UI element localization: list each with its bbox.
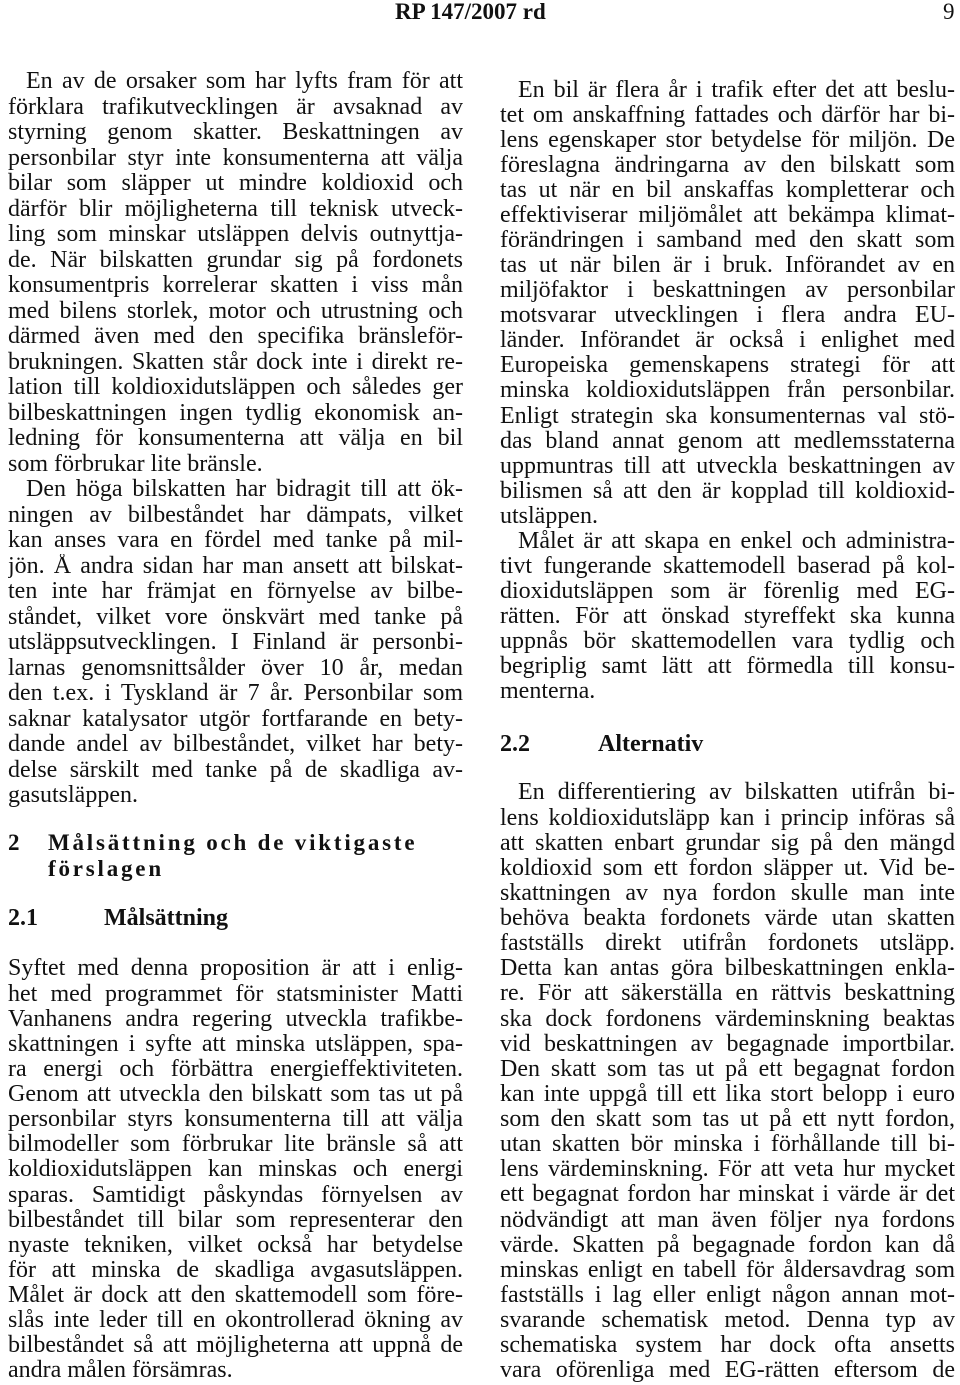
text-line: personbilar styr inte konsumenterna att välja [8, 145, 463, 171]
text-line: andra målen försämras. [8, 1358, 233, 1384]
text-line: slås inte leder till en okontrollerad ökning av [8, 1308, 463, 1334]
text-line: tet om anskaffning fattades och därför har bi- [500, 102, 955, 128]
text-line: därför blir möjligheterna till teknisk utveck- [8, 196, 463, 222]
text-line: het med programmet för statsminister Matti [8, 981, 463, 1007]
text-line: uppmuntras till att utveckla beskattningen av [500, 453, 955, 479]
document-id: RP 147/2007 rd [395, 0, 546, 24]
text-line: tas ut när en bil anskaffas kompletterar och [500, 177, 955, 203]
subsection-title: Målsättning [104, 905, 229, 931]
text-line: Målet är att skapa en enkel och administra- [518, 528, 955, 554]
text-line: Den skatt som tas ut på ett begagnat fordon [500, 1056, 955, 1082]
text-line: bilar som släpper ut mindre koldioxid och [8, 171, 463, 196]
text-line: vara oförenliga med EG-rätten eftersom de [500, 1358, 955, 1384]
text-line: lens koldioxidutsläpp kan i princip införas så [500, 805, 955, 831]
text-line: sparas. Samtidigt påskyndas förnyelsen av [8, 1182, 463, 1208]
text-line: värde. Skatten på begagnade fordon kan då [500, 1232, 955, 1258]
text-line: das bland annat genom att medlemsstaterna [500, 428, 955, 454]
text-line: koldioxidutsläppen kan minskas och energi [8, 1157, 463, 1183]
text-line: lens egenskaper stor betydelse för miljön. De [500, 127, 955, 153]
text-line: En bil är flera år i trafik efter det att beslu- [518, 77, 955, 103]
text-line: re. För att säkerställa en rättvis beskattning [500, 981, 955, 1007]
text-line: konsumentpris korrelerar skatten i viss mån [8, 273, 463, 298]
text-line: som den skatt som tas ut på ett nytt fordon, [500, 1107, 955, 1133]
text-line: bilbeståndet till bilar som representerar den [8, 1207, 463, 1233]
paragraph [8, 477, 463, 809]
section-title-line: förslagen [48, 856, 164, 881]
text-line: lens värdeminskning. För att veta hur mycket [500, 1157, 955, 1183]
text-line: utsläppsutvecklingen. I Finland är personbi- [8, 630, 463, 655]
text-line: Enligt strategin ska konsumenternas val stö- [500, 403, 955, 429]
page-number: 9 [943, 0, 955, 24]
text-line: menterna. [500, 679, 596, 705]
text-line: larnas genomsnittsålder över 10 år, medan [8, 655, 463, 681]
text-line: förklara trafikutvecklingen är avsaknad av [8, 94, 463, 120]
text-line: skattningen i syfte att minska utsläppen, spa- [8, 1031, 463, 1057]
text-line: ten inte har främjat en förnyelse av bilbe- [8, 579, 463, 604]
text-line: ra energi och förbättra energieffektiviteten. [8, 1056, 463, 1082]
text-line: behöva beakta fordonets värde utan skatten [500, 906, 955, 932]
text-line: minskas enligt en tabell för åldersavdrag som [500, 1257, 955, 1283]
text-line: ling som minskar utsläppen delvis outnyttja- [8, 222, 463, 247]
text-line: bilismen så att den är kopplad till koldioxid- [500, 478, 955, 504]
text-line: gasutsläppen. [8, 783, 138, 808]
text-line: En av de orsaker som har lyfts fram för att [26, 69, 463, 94]
text-line: Målet är dock att den skattemodell som före- [8, 1283, 463, 1309]
text-line: för att minska de skadliga avgasutsläppen. [8, 1257, 463, 1283]
text-line: den t.ex. i Tyskland är 7 år. Personbilar som [8, 681, 463, 706]
right-intro-text [500, 78, 955, 705]
text-line: föreslagna ändringarna av den bilskatt som [500, 152, 955, 178]
text-line: tas ut när bilen är i bruk. Införandet av en [500, 253, 955, 279]
text-line: Den höga bilskatten har bidragit till att ök- [26, 477, 463, 502]
text-line: ningen av bilbeståndet har dämpats, vilket [8, 502, 463, 528]
left-subsection-text [8, 956, 463, 1383]
text-line: jön. Å andra sidan har man ansett att bilskat- [8, 553, 463, 579]
text-line: som förbrukar lite bränsle. [8, 451, 263, 477]
text-line: utsläppen. [500, 503, 598, 529]
text-line: tivt fungerande skattemodell baserad på kol- [500, 553, 955, 579]
subsection-heading [500, 732, 955, 757]
left-intro-text [8, 69, 463, 809]
text-line: effektiviserar miljömålet att bekämpa klimat- [500, 202, 955, 228]
text-line: saknar katalysator utgör fortfarande en bety- [8, 706, 463, 732]
text-line: nödvändigt att man även följer nya fordons [500, 1207, 955, 1233]
paragraph [500, 529, 955, 705]
text-line: brukningen. Skatten står dock inte i direkt re- [8, 349, 463, 375]
text-line: koldioxid som ett fordon släpper ut. Vid be- [500, 855, 955, 881]
text-line: de. När bilskatten grundar sig på fordonets [8, 247, 463, 273]
text-line: svarande schematisk metod. Denna typ av [500, 1308, 955, 1334]
text-line: vid beskattningen av begagnade importbilar. [500, 1031, 955, 1057]
text-line: dioxidutsläppen som är förenlig med EG- [500, 579, 955, 605]
section-title-line: Målsättning och de viktigaste [48, 830, 418, 855]
subsection-title: Alternativ [598, 730, 704, 757]
text-line: fastställs i lag eller enligt någon annan mot- [500, 1282, 955, 1308]
text-line: minska koldioxidutsläppen från personbilar. [500, 378, 955, 404]
text-line: ståndet, vilket vore önskvärt med tanke på [8, 604, 463, 630]
text-line: personbilar styrs konsumenterna till att välja [8, 1107, 463, 1133]
subsection-heading [8, 906, 463, 931]
text-line: ett begagnat fordon har minskat i värde är det [500, 1182, 955, 1208]
subsection-number: 2.1 [8, 905, 38, 931]
text-line: ledning för konsumenterna att välja en bil [8, 426, 463, 451]
text-line: bilbeståndet så att möjligheterna att uppnå de [8, 1333, 463, 1359]
text-line: Genom att utveckla den bilskatt som tas ut på [8, 1082, 463, 1108]
text-line: rätten. För att önskad styreffekt ska kunna [500, 604, 955, 630]
text-line: Vanhanens andra regering utveckla trafikbe- [8, 1006, 463, 1032]
text-line: skattningen av nya fordon skulle man inte [500, 880, 955, 906]
text-line: fastställs direkt utifrån fordonets utsläpp. [500, 931, 955, 957]
text-line: med bilens storlek, motor och utrustning och [8, 298, 463, 324]
paragraph [500, 780, 955, 1383]
text-line: ska dock fordonens värdeminskning beaktas [500, 1006, 955, 1032]
section-number: 2 [8, 830, 20, 855]
text-line: motsvarar utvecklingen i flera andra EU- [500, 303, 955, 329]
text-line: styrning genom skatter. Beskattningen av [8, 120, 463, 145]
text-line: uppnås bör skattemodellen vara tydlig och [500, 629, 955, 655]
text-line: dande andel av bilbeståndet, vilket har bety- [8, 732, 463, 757]
subsection-number: 2.2 [500, 730, 530, 757]
text-line: bilmodeller som förbrukar lite bränsle så att [8, 1132, 463, 1158]
text-line: delse särskilt med tanke på de skadliga av- [8, 757, 463, 783]
paragraph [8, 956, 463, 1383]
text-line: Syftet med denna proposition är att i enlig- [8, 956, 463, 982]
text-line: miljöfaktor i beskattningen av personbilar [500, 278, 955, 304]
text-line: En differentiering av bilskatten utifrån bi- [518, 780, 955, 806]
text-line: därmed även med den specifika bränsleför- [8, 324, 463, 349]
text-line: utan skatten bör minska i förhållande till bi- [500, 1132, 955, 1158]
text-line: att skatten enbart grundar sig på den mängd [500, 830, 955, 856]
text-line: begriplig samt lätt att förmedla till konsu- [500, 654, 955, 680]
text-line: lation till koldioxidutsläppen och således ger [8, 375, 463, 400]
text-line: Detta kan antas göra bilbeskattningen enkla- [500, 956, 955, 982]
section-title [48, 830, 417, 882]
text-line: schematiska system har dock ofta ansetts [500, 1333, 955, 1359]
right-subsection-text [500, 780, 955, 1383]
text-line: kan anses vara en fördel med tanke på mil- [8, 528, 463, 553]
text-line: bilbeskattningen ingen tydlig ekonomisk an- [8, 400, 463, 426]
text-line: Europeiska gemenskapens strategi för att [500, 353, 955, 379]
text-line: nyaste tekniken, vilket också har betydelse [8, 1232, 463, 1258]
text-line: kan inte uppgå till ett lika stort belopp i euro [500, 1081, 955, 1107]
paragraph [8, 69, 463, 477]
text-line: länder. Införandet är också i enlighet med [500, 328, 955, 354]
paragraph [500, 78, 955, 529]
text-line: förändringen i samband med den skatt som [500, 227, 955, 253]
